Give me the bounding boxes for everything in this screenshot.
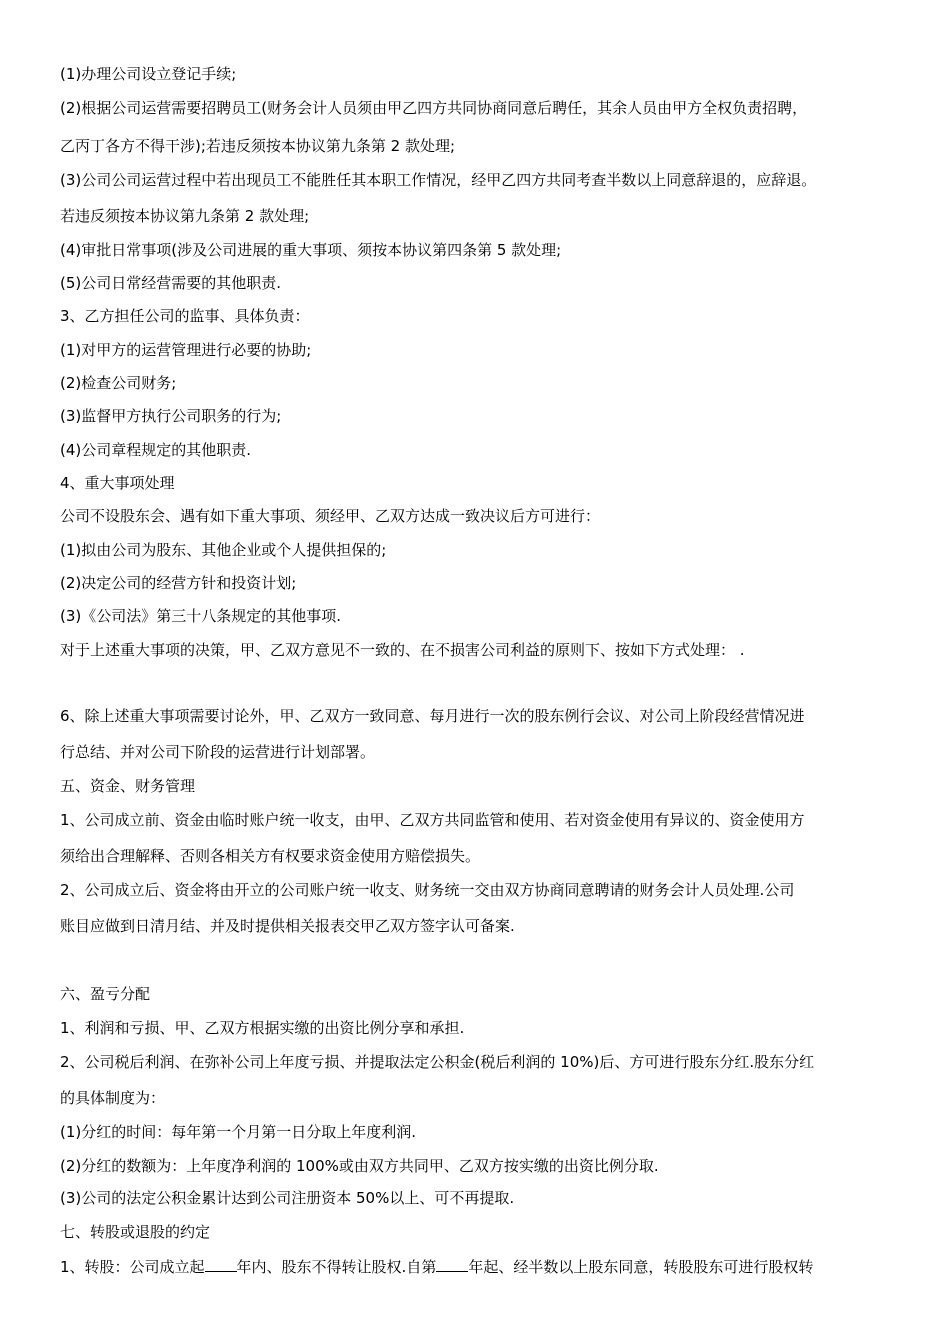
text-line: (2)决定公司的经营方针和投资计划; <box>60 574 297 592</box>
section-heading: 六、盈亏分配 <box>60 985 151 1003</box>
text-line: 1、公司成立前、资金由临时账户统一收支，由甲、乙双方共同监管和使用、若对资金使用有异议的、资金使用方 <box>60 811 805 829</box>
section-heading: 七、转股或退股的约定 <box>60 1223 211 1241</box>
text-line: 若违反须按本协议第九条第 2 款处理; <box>60 207 310 225</box>
fill-in-blank <box>205 1255 237 1272</box>
text-line: 的具体制度为： <box>60 1089 166 1107</box>
text-line: (1)分红的时间：每年第一个月第一日分取上年度利润. <box>60 1123 417 1141</box>
text-line: 1、利润和亏损、甲、乙双方根据实缴的出资比例分享和承担. <box>60 1019 465 1037</box>
text-line: (1)拟由公司为股东、其他企业或个人提供担保的; <box>60 541 387 559</box>
text-segment: 年起、经半数以上股东同意，转股股东可进行股权转 <box>468 1258 814 1276</box>
text-line: (3)监督甲方执行公司职务的行为; <box>60 407 282 425</box>
section-heading: 五、资金、财务管理 <box>60 777 196 795</box>
text-segment: 年内、股东不得转让股权.自第 <box>236 1258 437 1276</box>
text-line: (3)《公司法》第三十八条规定的其他事项. <box>60 607 342 625</box>
text-line: 对于上述重大事项的决策，甲、乙双方意见不一致的、在不损害公司利益的原则下、按如下方式处理： . <box>60 641 745 659</box>
text-line: 2、公司税后利润、在弥补公司上年度亏损、并提取法定公积金(税后利润的 10%)后、方可进行股东分红.股东分红 <box>60 1053 815 1071</box>
section-heading: 3、乙方担任公司的监事、具体负责： <box>60 307 310 325</box>
section-heading: 4、重大事项处理 <box>60 474 175 492</box>
text-line: (2)检查公司财务; <box>60 374 177 392</box>
text-line: 账目应做到日清月结、并及时提供相关报表交甲乙双方签字认可备案. <box>60 917 515 935</box>
text-line: (4)审批日常事项(涉及公司进展的重大事项、须按本协议第四条第 5 款处理; <box>60 241 562 259</box>
text-line: 2、公司成立后、资金将由开立的公司账户统一收支、财务统一交由双方协商同意聘请的财务会计人员处理.公司 <box>60 881 795 899</box>
text-segment: 1、转股：公司成立起 <box>60 1258 205 1276</box>
text-line: 乙丙丁各方不得干涉);若违反须按本协议第九条第 2 款处理; <box>60 137 456 155</box>
text-line: (2)分红的数额为：上年度净利润的 100%或由双方共同甲、乙双方按实缴的出资比例分取. <box>60 1157 659 1175</box>
text-line: 公司不设股东会、遇有如下重大事项、须经甲、乙双方达成一致决议后方可进行： <box>60 507 601 525</box>
text-line <box>60 1255 813 1277</box>
text-line: (4)公司章程规定的其他职责. <box>60 441 252 459</box>
text-line: 须给出合理解释、否则各相关方有权要求资金使用方赔偿损失。 <box>60 847 481 865</box>
text-line: (5)公司日常经营需要的其他职责. <box>60 274 282 292</box>
text-line: 6、除上述重大事项需要讨论外，甲、乙双方一致同意、每月进行一次的股东例行会议、对公司上阶段经营情况进 <box>60 707 805 725</box>
text-line: (3)公司的法定公积金累计达到公司注册资本 50%以上、可不再提取. <box>60 1189 515 1207</box>
text-line: (2)根据公司运营需要招聘员工(财务会计人员须由甲乙四方共同协商同意后聘任，其余人员由甲方全权负责招聘， <box>60 99 808 117</box>
text-line: (1)办理公司设立登记手续; <box>60 65 237 83</box>
text-line: 行总结、并对公司下阶段的运营进行计划部署。 <box>60 743 376 761</box>
text-line: (1)对甲方的运营管理进行必要的协助; <box>60 341 312 359</box>
text-line: (3)公司公司运营过程中若出现员工不能胜任其本职工作情况，经甲乙四方共同考查半数以上同意辞退的，应辞退。 <box>60 171 817 189</box>
fill-in-blank <box>436 1255 468 1272</box>
